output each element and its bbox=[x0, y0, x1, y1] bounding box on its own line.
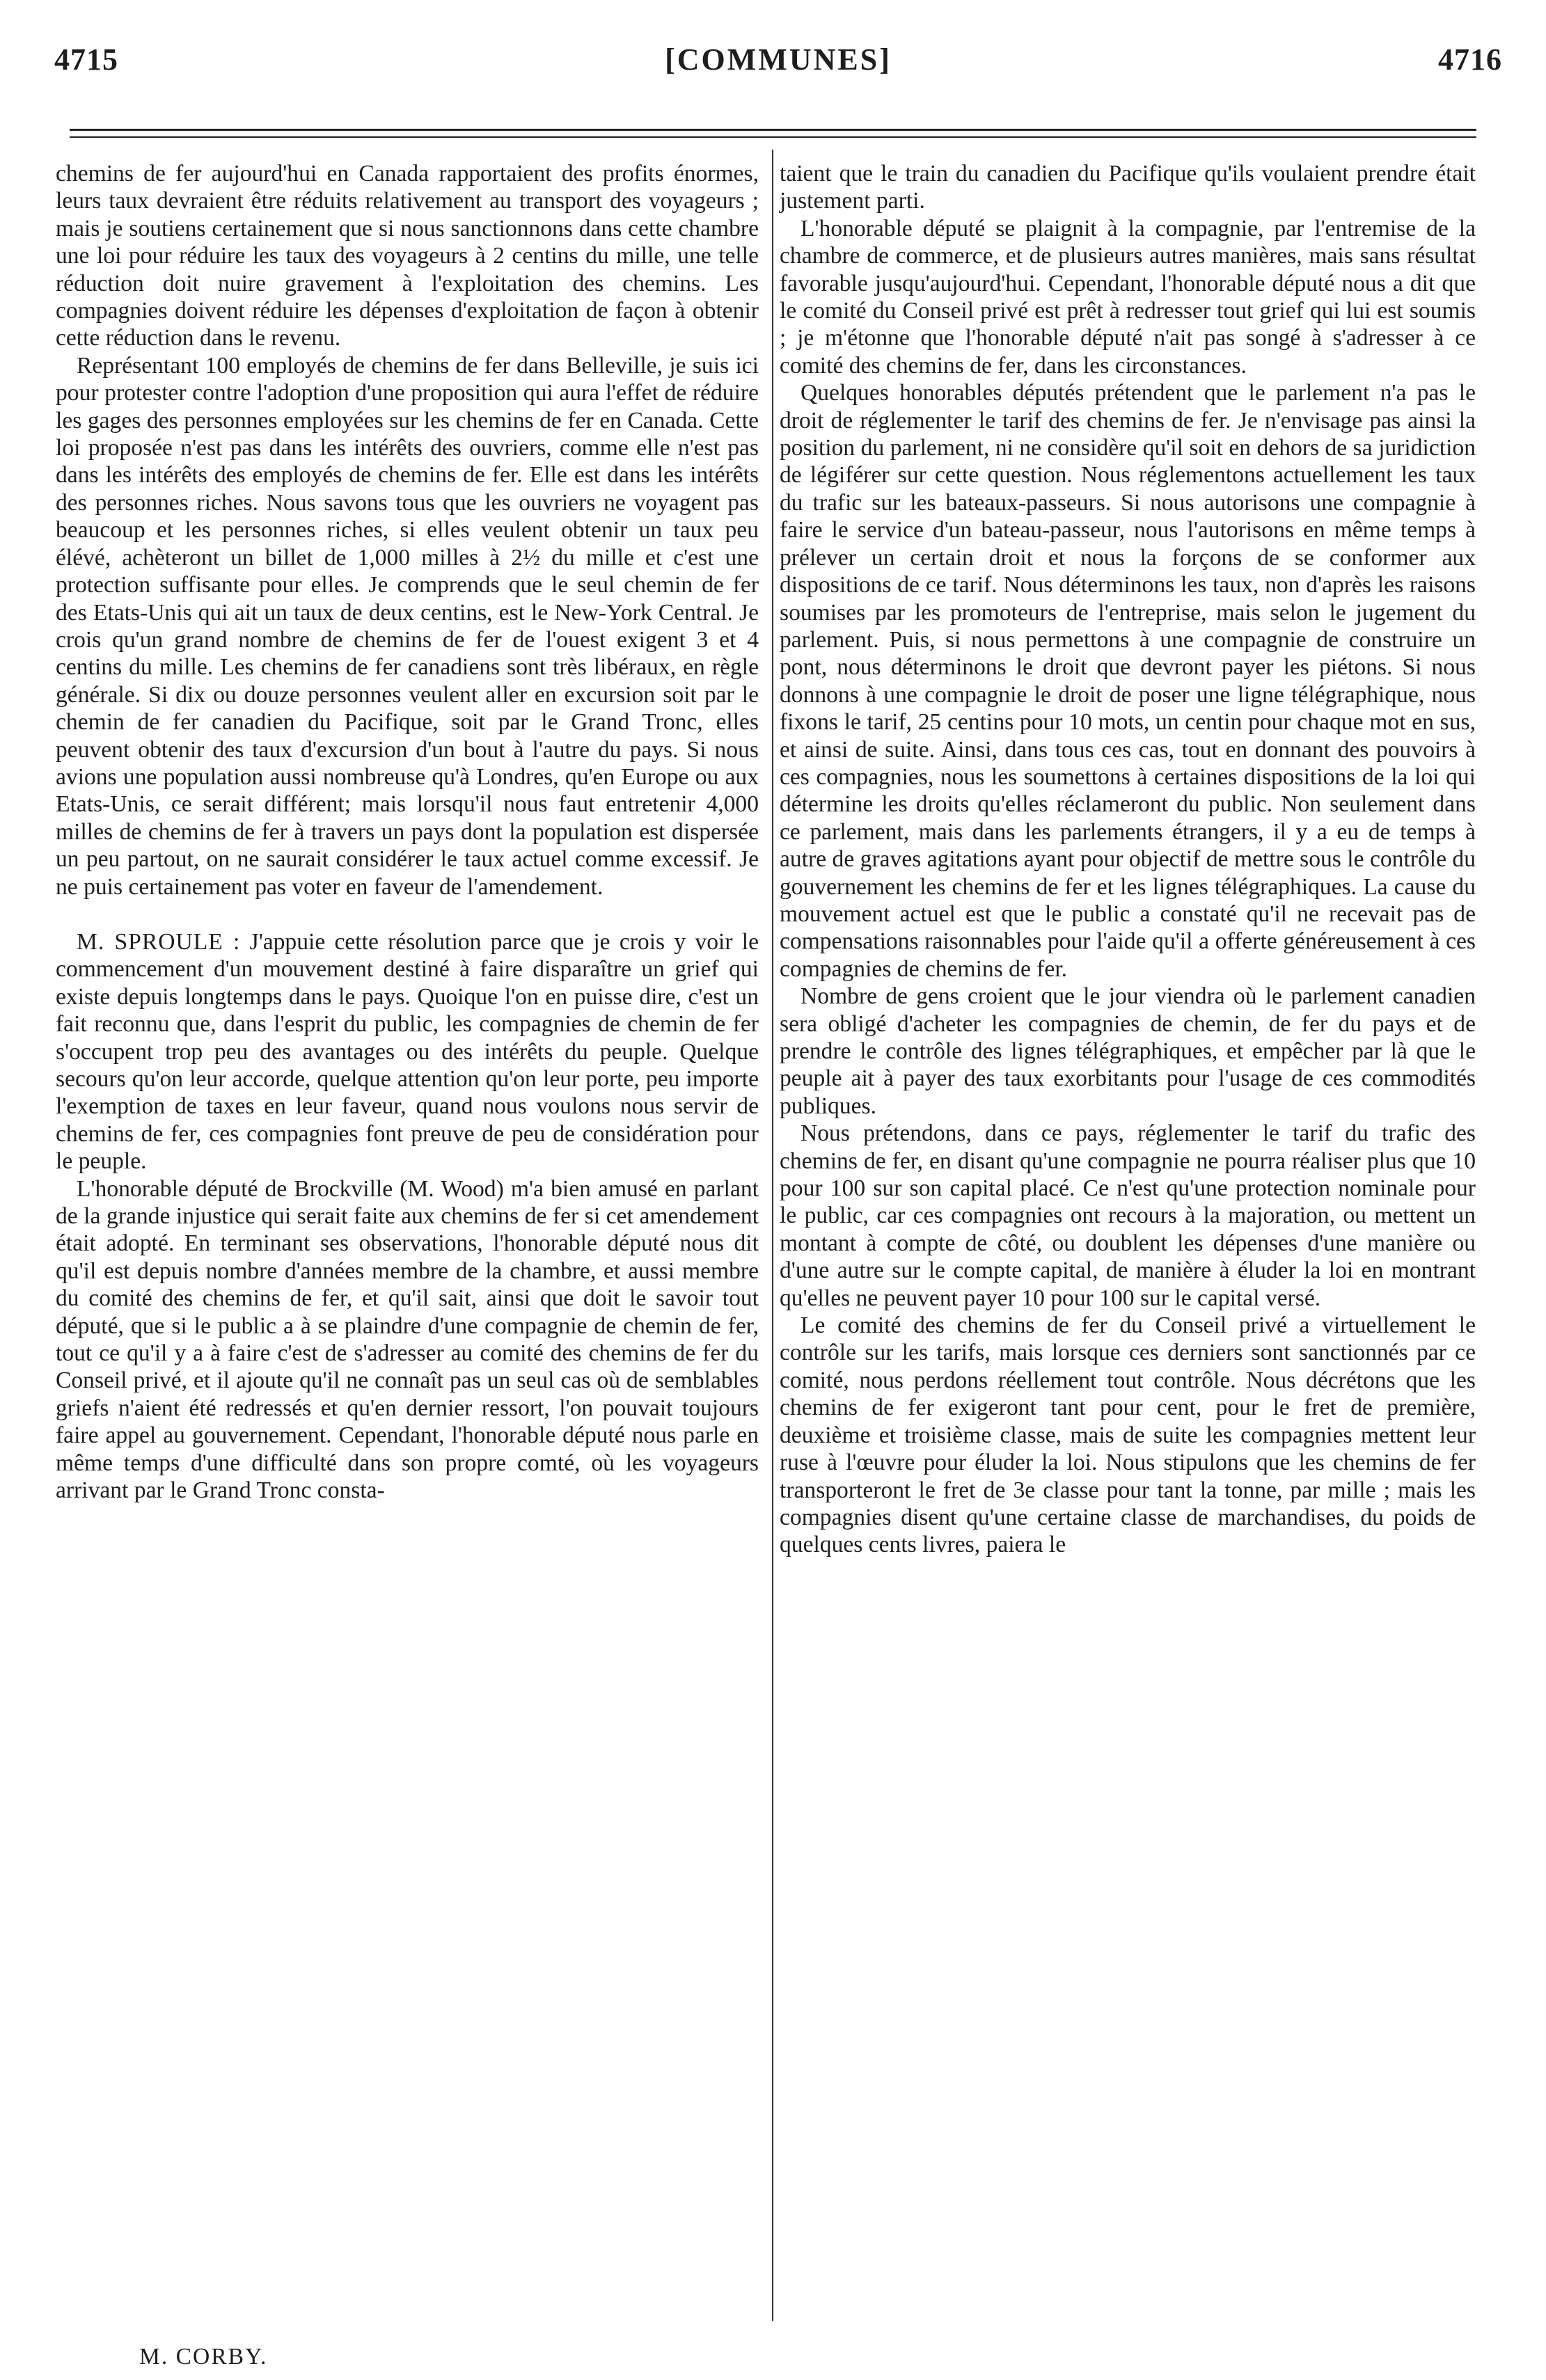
column-divider bbox=[772, 150, 773, 2321]
header-rule-top bbox=[70, 129, 1476, 131]
page-title: [COMMUNES] bbox=[665, 42, 892, 77]
page-number-left: 4715 bbox=[54, 42, 118, 77]
paragraph: Nous prétendons, dans ce pays, réglementer le tarif du trafic des chemins de fer, en disant qu'une compagnie ne pourra réaliser plus que 10 pour 100 sur son capital placé. Ce n'est qu'une protection nominale pour le public, car ces compagnies ont recours à la majoration, ou mettent un montant à compte de côté, ou doublent les dépenses d'une manière ou d'une autre sur le compte capital, de manière à éluder la loi en montrant qu'elles ne peuvent payer 10 pour 100 sur le capital versé. bbox=[780, 1120, 1476, 1311]
paragraph: taient que le train du canadien du Pacifique qu'ils voulaient prendre était justement parti. bbox=[780, 161, 1476, 214]
right-column bbox=[780, 160, 1476, 1559]
page-footer-speaker: M. CORBY. bbox=[139, 2344, 268, 2370]
header-rule-bottom bbox=[70, 136, 1476, 138]
speaker-name: M. SPROULE : bbox=[77, 928, 241, 955]
page-header bbox=[54, 42, 1502, 97]
paragraph: chemins de fer aujourd'hui en Canada rapportaient des profits énormes, leurs taux devraient être réduits relativement au transport des voyageurs ; mais je soutiens certainement que si nous sanctionnons dans cette chambre une loi pour réduire les taux des voyageurs à 2 centins du mille, une telle réduction doit nuire gravement à l'exploitation des chemins. Les compagnies doivent réduire les dépenses d'exploitation de façon à obtenir cette réduction dans le revenu. bbox=[56, 161, 759, 351]
speech-paragraph bbox=[56, 928, 759, 1175]
left-column bbox=[56, 160, 759, 1505]
paragraph: Représentant 100 employés de chemins de fer dans Belleville, je suis ici pour protester contre l'adoption d'une proposition qui aura l'effet de réduire les gages des personnes employées sur les chemins de fer en Canada. Cette loi proposée n'est pas dans les intérêts des ouvriers, comme elle n'est pas dans les intérêts des employés de chemins de fer. Elle est dans les intérêts des personnes riches. Nous savons tous que les ouvriers ne voyagent pas beaucoup et les personnes riches, si elles veulent obtenir un taux peu élévé, achèteront un billet de 1,000 milles à 2½ du mille et c'est une protection suffisante pour elles. Je comprends que le seul chemin de fer des Etats-Unis qui ait un taux de deux centins, est le New-York Central. Je crois qu'un grand nombre de chemins de fer de l'ouest exigent 3 et 4 centins du mille. Les chemins de fer canadiens sont très libéraux, en règle générale. Si dix ou douze personnes veulent aller en excursion soit par le chemin de fer canadien du Pacifique, soit par le Grand Tronc, elles peuvent obtenir des taux d'excursion d'un bout à l'autre du pays. Si nous avions une population aussi nombreuse qu'à Londres, qu'en Europe ou aux Etats-Unis, ce serait différent; mais lorsqu'il nous faut entretenir 4,000 milles de chemins de fer à travers un pays dont la population est dispersée un peu partout, on ne saurait considérer le taux actuel comme excessif. Je ne puis certainement pas voter en faveur de l'amendement. bbox=[56, 352, 759, 900]
paragraph: Quelques honorables députés prétendent que le parlement n'a pas le droit de réglementer le tarif des chemins de fer. Je n'envisage pas ainsi la position du parlement, ni ne considère qu'il soit en dehors de sa juridiction de légiférer sur cette question. Nous réglementons actuellement les taux du trafic sur les bateaux-passeurs. Si nous autorisons une compagnie à faire le service d'un bateau-passeur, nous l'autorisons en même temps à prélever un certain droit et nous la forçons de se conformer aux dispositions de ce tarif. Nous déterminons les taux, non d'après les raisons soumises par les promoteurs de l'entreprise, mais selon le jugement du parlement. Puis, si nous permettons à une compagnie de construire un pont, nous déterminons le droit que devront payer les piétons. Si nous donnons à une compagnie le droit de poser une ligne télégraphique, nous fixons le tarif, 25 centins pour 10 mots, un centin pour chaque mot en sus, et ainsi de suite. Ainsi, dans tous ces cas, tout en donnant des pouvoirs à ces compagnies, nous les soumettons à certaines dispositions de la loi qui détermine les droits qu'elles réclameront du public. Non seulement dans ce parlement, mais dans les parlements étrangers, il y a eu de temps à autre de graves agitations ayant pour objectif de mettre sous le contrôle du gouvernement les chemins de fer et les lignes télégraphiques. La cause du mouvement actuel est que le public a constaté qu'il ne recevait pas de compensations raisonnables pour l'aide qu'il a offerte généreusement à ces compagnies de chemins de fer. bbox=[780, 380, 1476, 982]
speech-text: J'appuie cette résolution parce que je crois y voir le commencement d'un mouvement destiné à faire disparaître un grief qui existe depuis longtemps dans le pays. Quoique l'on en puisse dire, c'est un fait reconnu que, dans l'esprit du public, les compagnies de chemin de fer s'occupent trop peu des avantages ou des intérêts du peuple. Quelque secours qu'on leur accorde, quelque attention qu'on leur porte, peu importe l'exemption de taxes en leur faveur, quand nous voulons nous servir de chemins de fer, ces compagnies font preuve de peu de considération pour le peuple. bbox=[56, 928, 759, 1175]
paragraph: L'honorable député se plaignit à la compagnie, par l'entremise de la chambre de commerce, et de plusieurs autres manières, mais sans résultat favorable jusqu'aujourd'hui. Cependant, l'honorable député nous a dit que le comité du Conseil privé est prêt à redresser tout grief qui lui est soumis ; je m'étonne que l'honorable député n'ait pas songé à s'adresser à ce comité des chemins de fer, dans les circonstances. bbox=[780, 215, 1476, 379]
paragraph: Le comité des chemins de fer du Conseil privé a virtuellement le contrôle sur les tarifs, mais lorsque ces derniers sont sanctionnés par ce comité, nous perdons réellement tout contrôle. Nous décrétons que les chemins de fer exigeront tant pour cent, pour le fret de première, deuxième et troisième classe, mais de suite les compagnies mettent leur ruse à l'œuvre pour éluder la loi. Nous stipulons que les chemins de fer transporteront le fret de 3e classe pour tant la tonne, par mille ; mais les compagnies disent qu'une certaine classe de marchandises, du poids de quelques cents livres, paiera le bbox=[780, 1312, 1476, 1558]
paragraph: L'honorable député de Brockville (M. Wood) m'a bien amusé en parlant de la grande injustice qui serait faite aux chemins de fer si cet amendement était adopté. En terminant ses observations, l'honorable député nous dit qu'il est depuis nombre d'années membre de la chambre, et aussi membre du comité des chemins de fer, et qu'il sait, ainsi que doit le savoir tout député, que si le public a à se plaindre d'une compagnie de chemin de fer, tout ce qu'il y a à faire c'est de s'adresser au comité des chemins de fer du Conseil privé, et il ajoute qu'il ne connaît pas un seul cas où de semblables griefs n'aient été redressés et qu'en dernier ressort, l'on pouvait toujours faire appel au gouvernement. Cependant, l'honorable député nous parle en même temps d'une difficulté dans son propre comté, où les voyageurs arrivant par le Grand Tronc consta- bbox=[56, 1175, 759, 1504]
page-number-right: 4716 bbox=[1438, 42, 1502, 77]
paragraph: Nombre de gens croient que le jour viendra où le parlement canadien sera obligé d'acheter les compagnies de chemin, de fer du pays et de prendre le contrôle des lignes télégraphiques, et empêcher par là que le peuple ait à payer des taux exorbitants pour l'usage de ces commodités publiques. bbox=[780, 983, 1476, 1119]
